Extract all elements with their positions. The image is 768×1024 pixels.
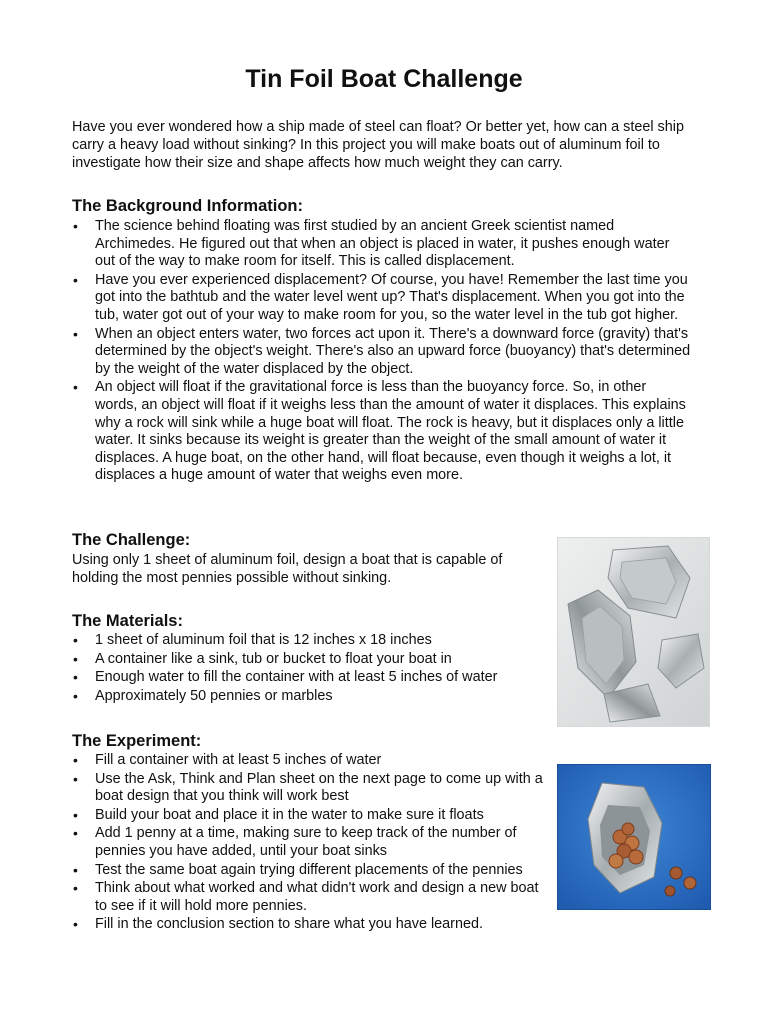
challenge-heading: The Challenge: bbox=[72, 531, 191, 549]
penny-boat-photo bbox=[557, 764, 711, 910]
foil-boats-image bbox=[558, 538, 709, 726]
list-item: • When an object enters water, two forces act upon it. There's a downward force (gravity) that's determined by the object's weight. There's also an upward force (buoyancy) that's determined by the weight of the water displaced by the object. bbox=[73, 325, 691, 377]
intro-paragraph: Have you ever wondered how a ship made of steel can float? Or better yet, how can a steel ship carry a heavy load without sinking? In this project you will make boats out of aluminum foil to investigate how their size and shape affects how much weight they can carry. bbox=[72, 119, 684, 171]
list-item: • Add 1 penny at a time, making sure to keep track of the number of pennies you have added, until your boat sinks bbox=[73, 825, 517, 859]
bullet-icon: • bbox=[73, 687, 78, 704]
bullet-icon: • bbox=[73, 861, 78, 878]
bullet-icon: • bbox=[73, 916, 78, 933]
list-item: • Have you ever experienced displacement? Of course, you have! Remember the last time you got into the bathtub and the water level went up? That's displacement. When you got into the tub, water got out of your way to make room for you, so the water level in the tub got higher. bbox=[73, 271, 688, 323]
bullet-icon: • bbox=[73, 669, 78, 686]
bullet-icon: • bbox=[73, 271, 78, 288]
list-item: • Use the Ask, Think and Plan sheet on the next page to come up with a boat design that you think will work best bbox=[73, 770, 543, 805]
experiment-list bbox=[72, 752, 550, 935]
challenge-text: Using only 1 sheet of aluminum foil, design a boat that is capable of holding the most pennies possible without sinking. bbox=[72, 552, 503, 586]
materials-list bbox=[72, 632, 542, 706]
page-title: Tin Foil Boat Challenge bbox=[245, 65, 523, 93]
bullet-icon: • bbox=[73, 752, 78, 768]
bullet-icon: • bbox=[73, 218, 78, 234]
list-item: • Approximately 50 pennies or marbles bbox=[73, 687, 333, 704]
bullet-icon: • bbox=[73, 650, 78, 667]
list-item: • Enough water to fill the container with at least 5 inches of water bbox=[73, 669, 498, 686]
background-list bbox=[72, 218, 692, 486]
penny-boat-image bbox=[558, 765, 710, 909]
list-item: • A container like a sink, tub or bucket to float your boat in bbox=[73, 650, 452, 667]
bullet-icon: • bbox=[73, 770, 78, 787]
bullet-icon: • bbox=[73, 806, 78, 823]
foil-boats-photo bbox=[557, 537, 710, 727]
list-item: • The science behind floating was first studied by an ancient Greek scientist named Archimedes. He figured out that when an object is placed in water, it pushes enough water out of the way to make room for itself. This is called displacement. bbox=[73, 218, 670, 270]
bullet-icon: • bbox=[73, 325, 78, 342]
list-item: • Fill a container with at least 5 inches of water bbox=[73, 752, 382, 768]
bullet-icon: • bbox=[73, 632, 78, 648]
list-item: • Build your boat and place it in the water to make sure it floats bbox=[73, 806, 484, 823]
background-heading: The Background Information: bbox=[72, 197, 303, 215]
bullet-icon: • bbox=[73, 379, 78, 396]
materials-heading: The Materials: bbox=[72, 612, 183, 630]
bullet-icon: • bbox=[73, 880, 78, 897]
list-item: • Fill in the conclusion section to share what you have learned. bbox=[73, 916, 483, 933]
experiment-heading: The Experiment: bbox=[72, 732, 202, 750]
list-item: • Test the same boat again trying different placements of the pennies bbox=[73, 861, 523, 878]
list-item: • An object will float if the gravitational force is less than the buoyancy force. So, in other words, an object will float if it weighs less than the amount of water it displaces. This explains why a rock will sink while a huge boat will float. The rock is heavy, but it displaces only a little water. It sinks because its weight is greater than the weight of the small amount of water it displaces. A huge boat, on the other hand, will float because, even though it weighs a lot, it displaces a huge amount of water that weighs even more. bbox=[73, 379, 686, 484]
list-item: • Think about what worked and what didn't work and design a new boat to see if it will hold more pennies. bbox=[73, 880, 539, 914]
list-item: • 1 sheet of aluminum foil that is 12 inches x 18 inches bbox=[73, 632, 432, 648]
bullet-icon: • bbox=[73, 825, 78, 842]
